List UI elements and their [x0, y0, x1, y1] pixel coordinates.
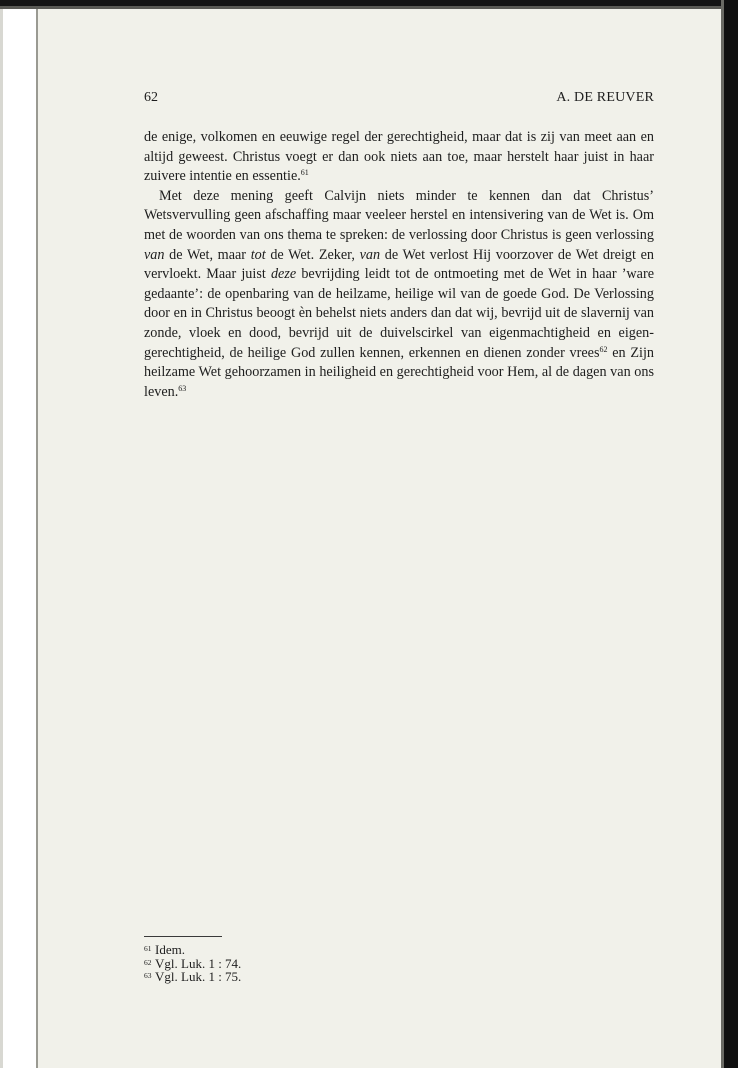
- footnote-text: Idem.: [155, 942, 185, 957]
- footnote-ref-61: 61: [300, 168, 309, 178]
- scan-edge-top-shadow: [0, 6, 738, 9]
- paragraph-2-text-5: bevrijding leidt tot de ontmoeting met de Wet in haar ’ware gedaante’: de openbaring van de heilzame, heilige wil van de goede God. De Verlossing door en in Christus beoogt èn behelst niets anders dan dat wij, bevrijd uit de slavernij van zonde, vloek en dood, bevrijd uit de duivelscirkel van eigenmachtigheid en eigen-gerechtigheid, de heilige God zullen kennen, erkennen en dienen zonder vrees: [144, 266, 654, 361]
- page-number: 62: [144, 90, 158, 105]
- paragraph-2-italic-2: tot: [250, 246, 266, 263]
- running-head: [144, 90, 654, 110]
- footnote-ref-63: 63: [178, 383, 187, 393]
- footnotes: [144, 943, 444, 984]
- footnote-ref-62: 62: [599, 344, 608, 354]
- paragraph-2-text-2: de Wet, maar: [164, 246, 251, 263]
- scan-edge-right: [724, 0, 738, 1068]
- running-head-author: A. DE REUVER: [556, 90, 654, 105]
- footnote-text: Vgl. Luk. 1 : 74.: [155, 955, 242, 971]
- footnote-text: Vgl. Luk. 1 : 75.: [155, 969, 242, 984]
- footnote-mark: 63: [144, 971, 152, 980]
- paragraph-2-italic-4: deze: [270, 266, 297, 283]
- footnote-63: [144, 970, 444, 984]
- page-left-edge: [36, 9, 38, 1068]
- paragraph-2-text-4: de Wet verlost Hij voorzover de Wet dreigt en vervloekt. Maar juist: [144, 246, 655, 283]
- footnote-mark: 61: [144, 944, 152, 953]
- footnote-mark: 62: [144, 957, 152, 967]
- paragraph-2-text-3: de Wet. Zeker,: [265, 246, 360, 263]
- paragraph-2-text-1: Met deze mening geeft Calvijn niets minder te kennen dan dat Christus’ Wetsvervulling geen afschaffing maar veeleer herstel en intensivering van de Wet is. Om met de woorden van ons thema te spreken: de verlossing door Christus is geen verlossing: [144, 187, 654, 243]
- paragraph-1: [144, 128, 654, 187]
- scan-edge-left: [0, 0, 3, 1068]
- footnote-61: [144, 943, 444, 957]
- footnote-rule: [144, 936, 222, 937]
- body-text: [144, 128, 654, 402]
- paragraph-1-text: de enige, volkomen en eeuwige regel der gerechtigheid, maar dat is zij van meet aan en altijd geweest. Christus voegt er dan ook niets aan toe, maar herstelt haar juist in haar zuivere intentie en essentie.: [144, 129, 654, 185]
- footnote-62: [144, 957, 444, 971]
- paragraph-2-text-6: en Zijn heilzame Wet gehoorzamen in heiligheid en gerechtigheid voor Hem, al de dagen van ons leven.: [144, 344, 654, 400]
- paragraph-2-italic-1: van: [144, 246, 165, 263]
- paragraph-2: [144, 187, 654, 403]
- paragraph-2-italic-3: van: [359, 246, 381, 263]
